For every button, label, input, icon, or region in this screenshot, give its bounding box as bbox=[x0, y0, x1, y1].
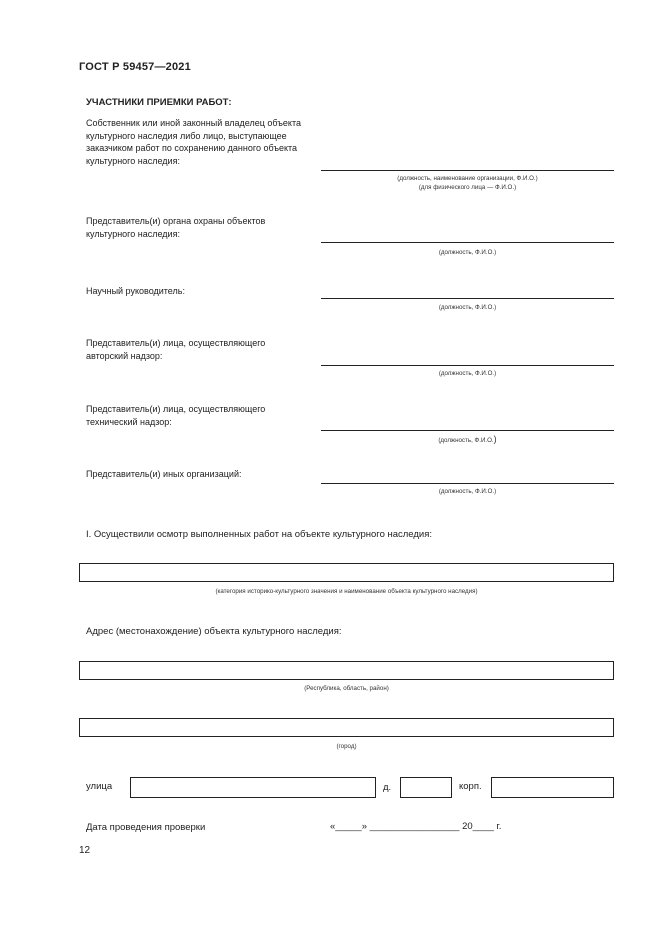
address-label: Адрес (местонахождение) объекта культурного наследия: bbox=[86, 626, 342, 637]
region-field[interactable] bbox=[79, 661, 614, 680]
technical-supervision-caption: (должность, Ф.И.О.) bbox=[438, 434, 497, 444]
house-field[interactable] bbox=[400, 777, 452, 798]
building-label: корп. bbox=[459, 781, 482, 792]
city-caption: (город) bbox=[336, 743, 357, 750]
inspection-date-label: Дата проведения проверки bbox=[86, 822, 206, 833]
heritage-authority-label: Представитель(и) органа охраны объектов культурного наследия: bbox=[86, 216, 266, 239]
owner-caption: (должность, наименование организации, Ф.И.О.) (для физического лица — Ф.И.О.) bbox=[397, 175, 538, 191]
other-organizations-signature-line[interactable] bbox=[321, 483, 614, 484]
object-name-field[interactable] bbox=[79, 563, 614, 582]
owner-label: Собственник или иной законный владелец объекта культурного наследия либо лицо, выступающее заказчиком работ по сохранению данного объекта культурного наследия: bbox=[86, 118, 301, 166]
inspection-statement: I. Осуществили осмотр выполненных работ на объекте культурного наследия: bbox=[86, 529, 433, 540]
heritage-authority-caption: (должность, Ф.И.О.) bbox=[438, 249, 497, 256]
author-supervision-caption: (должность, Ф.И.О.) bbox=[438, 370, 497, 377]
inspection-date-field[interactable]: «_____» _________________ 20____ г. bbox=[330, 821, 502, 832]
heritage-authority-signature-line[interactable] bbox=[321, 242, 614, 243]
other-organizations-caption: (должность, Ф.И.О.) bbox=[438, 488, 497, 495]
city-field[interactable] bbox=[79, 718, 614, 737]
scientific-supervisor-caption: (должность, Ф.И.О.) bbox=[438, 304, 497, 311]
scientific-supervisor-signature-line[interactable] bbox=[321, 298, 614, 299]
building-field[interactable] bbox=[491, 777, 614, 798]
other-organizations-label: Представитель(и) иных организаций: bbox=[86, 469, 242, 479]
participants-title: УЧАСТНИКИ ПРИЕМКИ РАБОТ: bbox=[86, 97, 232, 108]
author-supervision-label: Представитель(и) лица, осуществляющего авторский надзор: bbox=[86, 338, 266, 361]
page-number: 12 bbox=[79, 845, 91, 856]
region-caption: (Республика, область, район) bbox=[304, 685, 389, 692]
owner-signature-line[interactable] bbox=[321, 170, 614, 171]
object-name-caption: (категория историко-культурного значения и наименование объекта культурного наследия) bbox=[215, 588, 478, 595]
house-label: д. bbox=[383, 782, 392, 793]
street-label: улица bbox=[86, 781, 113, 792]
technical-supervision-signature-line[interactable] bbox=[321, 430, 614, 431]
street-field[interactable] bbox=[130, 777, 376, 798]
author-supervision-signature-line[interactable] bbox=[321, 365, 614, 366]
technical-supervision-label: Представитель(и) лица, осуществляющего технический надзор: bbox=[86, 404, 266, 427]
document-code: ГОСТ Р 59457—2021 bbox=[79, 61, 191, 73]
scientific-supervisor-label: Научный руководитель: bbox=[86, 286, 185, 296]
